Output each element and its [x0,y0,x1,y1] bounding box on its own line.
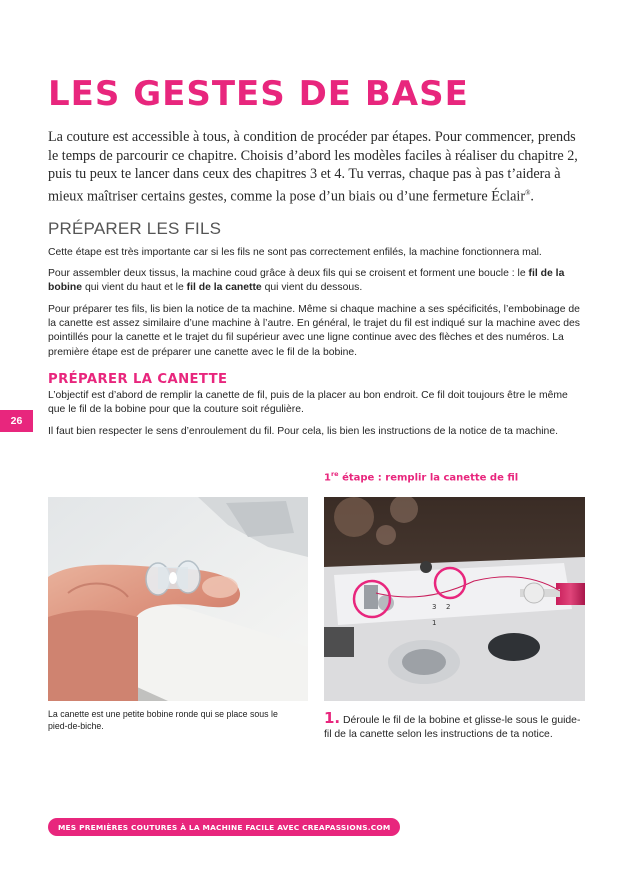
callout-1: 1 [432,619,437,627]
section-heading: PRÉPARER LES FILS [48,219,222,238]
callout-3: 3 [432,603,437,611]
bobbin-photo-illustration [48,497,308,701]
paragraph-two-threads [48,267,586,295]
sewing-machine-photo [324,497,585,701]
subheading-canette: PRÉPARER LA CANETTE [48,372,228,387]
page-number: 26 [0,410,33,432]
step-text: étape : remplir la canette de fil [338,472,519,484]
para2-e: qui vient du dessous. [261,282,363,294]
paragraph-winding-direction: Il faut bien respecter le sens d’enroulement du fil. Pour cela, lis bien les instructions de la notice de ta machine. [48,426,558,437]
intro-paragraph [48,128,586,206]
step-1-number: 1. [324,709,341,727]
paragraph-thread-preparation: Pour préparer tes fils, lis bien la notice de ta machine. Même si chaque machine a ses spécificités, l’embobinage de la canette est assez similaire d’une machine à l’autre. En général, le trajet du fil est indiqué sur la machine avec des pointillés pour la canette et le trajet du fil supérieur avec une ligne continue avec des flèches et des numéros. La première étape est de préparer une canette avec le fil de la bobine. [48,304,580,358]
step-1-text: Déroule le fil de la bobine et glisse-le sous le guide-fil de la canette selon les instructions de ta notice. [324,715,581,741]
page-title: LES GESTES DE BASE [48,74,469,114]
step-1-caption [324,711,586,742]
paragraph-threading-importance: Cette étape est très importante car si les fils ne sont pas correctement enfilés, la machine fonctionnera mal. [48,247,542,258]
footer-banner: MES PREMIÈRES COUTURES À LA MACHINE FACILE AVEC CREAPASSIONS.COM [48,818,400,836]
para2-c: qui vient du haut et le [82,282,187,294]
paragraph-canette-goal: L’objectif est d’abord de remplir la canette de fil, puis de la placer au bon endroit. Ce fil doit toujours être le même que le fil de la bobine pour que la couture soit régulière. [48,390,568,416]
intro-text: La couture est accessible à tous, à condition de procéder par étapes. Pour commencer, prends le temps de parcourir ce chapitre. Choisis d’abord les modèles faciles à réaliser du chapitre 2, puis tu peux te lancer dans ceux des chapitres 3 et 4. Tu verras, chaque pas à pas t’aidera à mieux maîtriser certains gestes, comme la pose d’un biais ou d’une fermeture Éclair [48,129,578,205]
registered-mark: ® [525,188,531,197]
bobbin-photo [48,497,308,701]
para2-canette-term: fil de la canette [186,282,262,294]
step-number: 1 [324,472,331,484]
callout-2: 2 [446,603,451,611]
sewing-machine-illustration [324,497,585,701]
step-ordinal: re [330,470,339,478]
para2-a: Pour assembler deux tissus, la machine coud grâce à deux fils qui se croisent et forment une boucle : le [48,268,529,279]
para2-bobbin-term: fil de la bobine [48,268,565,294]
step-label [324,470,518,483]
bobbin-caption: La canette est une petite bobine ronde qui se place sous le pied-de-biche. [48,709,278,731]
intro-end: . [530,188,534,205]
